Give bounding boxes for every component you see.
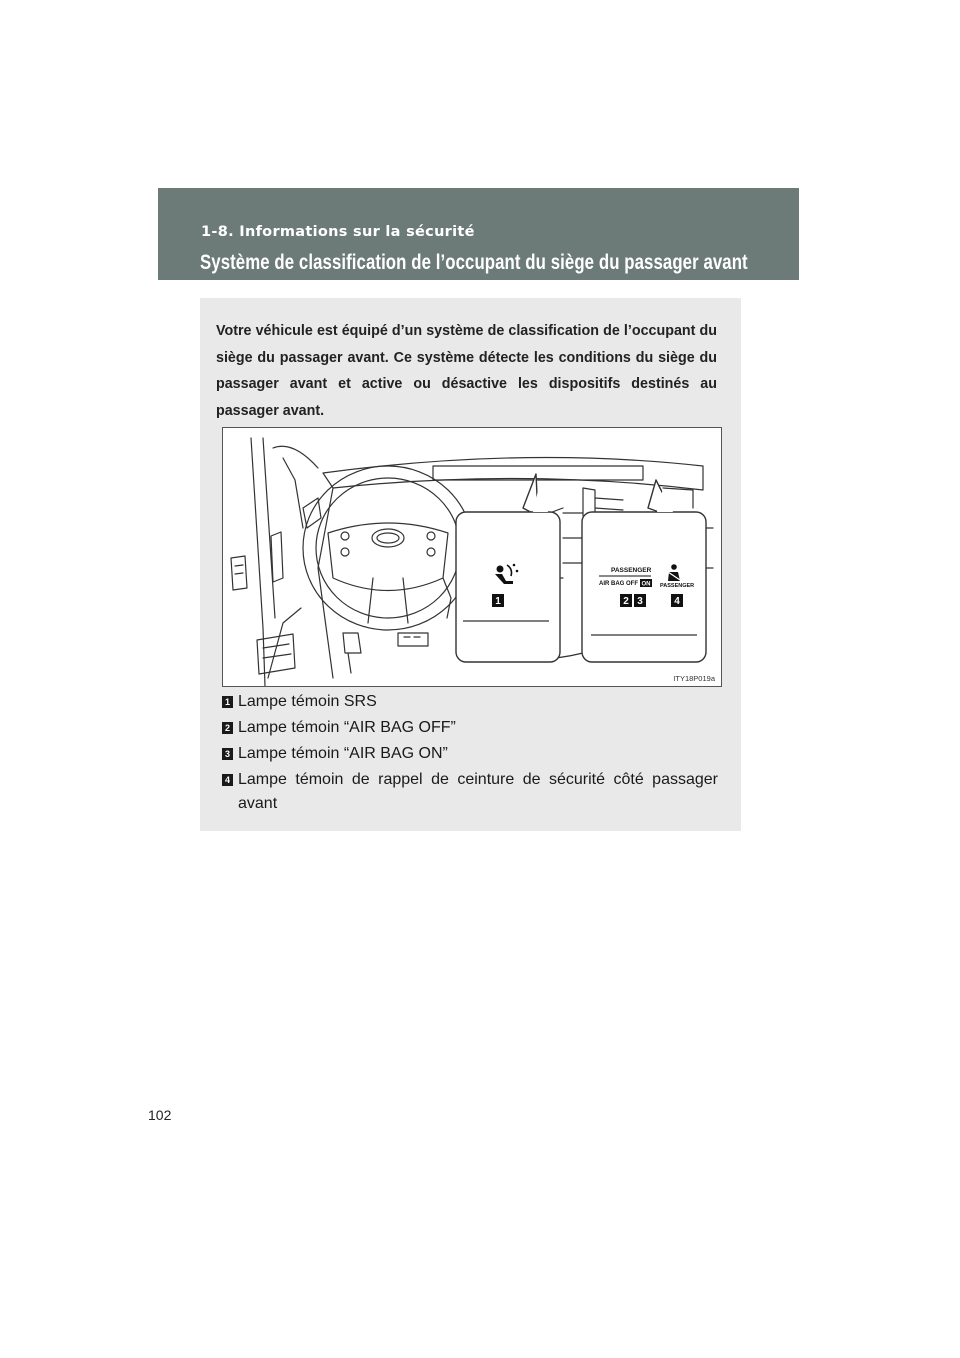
callout-3: 3 (637, 596, 643, 607)
list-item (222, 742, 718, 766)
item-number-badge: 2 (222, 722, 233, 734)
callout-2: 2 (623, 596, 629, 607)
list-item (222, 690, 718, 714)
intro-paragraph: Votre véhicule est équipé d’un système de classification de l’occupant du siège du passager avant. Ce système détecte les conditions du siège du passager avant et active ou désactive les dispositifs destinés au passager avant. (216, 323, 717, 419)
dashboard-drawing (223, 428, 721, 686)
list-item (222, 768, 718, 816)
airbag-label: AIR BAG (599, 581, 625, 587)
item-number-badge: 3 (222, 748, 233, 760)
item-text: Lampe témoin de rappel de ceinture de sécurité côté passager avant (238, 771, 718, 812)
section-label: 1-8. Informations sur la sécurité (201, 224, 475, 240)
page-number: 102 (148, 1107, 172, 1123)
item-number-badge: 1 (222, 696, 233, 708)
page-title: Système de classification de l’occupant du siège du passager avant (200, 251, 748, 274)
item-text: Lampe témoin “AIR BAG OFF” (238, 719, 456, 736)
figure-code: ITY18P019a (673, 674, 715, 683)
srs-callout-box (456, 512, 560, 662)
item-text: Lampe témoin “AIR BAG ON” (238, 745, 448, 762)
off-label: OFF (626, 581, 638, 587)
dashboard-illustration (222, 427, 722, 687)
passenger-top-label: PASSENGER (611, 567, 652, 574)
list-item (222, 716, 718, 740)
content-panel (200, 298, 741, 831)
callout-1: 1 (495, 596, 501, 607)
on-label: ON (641, 581, 651, 588)
callout-4: 4 (674, 596, 680, 607)
legend-list (222, 690, 718, 818)
item-number-badge: 4 (222, 774, 233, 786)
seatbelt-passenger-label: PASSENGER (660, 583, 695, 589)
item-text: Lampe témoin SRS (238, 693, 377, 710)
section-header (158, 188, 799, 280)
